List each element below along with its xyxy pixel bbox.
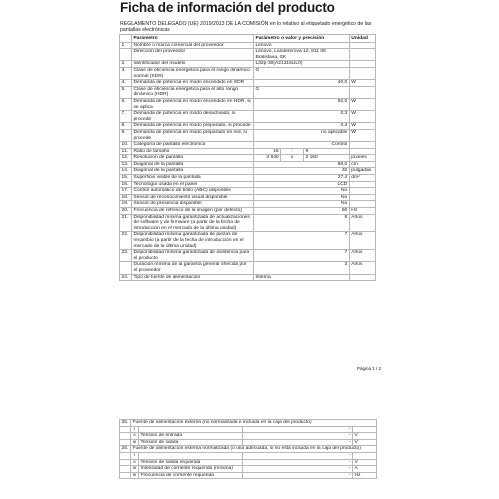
row-unit — [349, 188, 375, 195]
row-unit: Hz — [349, 208, 375, 215]
row-label: Clase de eficiencia energética para el rango dinámico normal (SDR) — [131, 67, 253, 79]
row-unit — [349, 49, 375, 61]
section-label: Fuente de alimentación externa normalizada (o una adecuada, si no está incluida en la caja del producto) — [131, 446, 377, 453]
table-row — [120, 49, 376, 61]
row-label: Demanda de potencia en modo desactivado, si procede — [131, 111, 253, 123]
row-value: 80,0 — [253, 161, 349, 168]
table-row — [120, 86, 376, 98]
row-unit — [349, 148, 375, 155]
row-value: 3 — [253, 262, 349, 274]
row-unit: Años — [349, 214, 375, 232]
row-value-b: 2 160 — [304, 155, 350, 162]
row-value: No — [253, 194, 349, 201]
row-value: - — [243, 466, 353, 473]
row-number: 8. — [120, 123, 132, 130]
row-label — [139, 426, 243, 433]
row-subindex: iv — [131, 472, 139, 479]
table-row — [120, 433, 377, 440]
table-row — [120, 201, 376, 208]
row-unit — [349, 86, 375, 98]
table-row — [120, 142, 376, 149]
row-subindex: i — [131, 426, 139, 433]
row-unit — [349, 42, 375, 49]
table-row — [120, 155, 376, 162]
document-subtitle: REGLAMENTO DELEGADO (UE) 2019/2013 DE LA COMISIÓN en lo relativo al etiquetado energético de las pantallas electrónicas — [120, 21, 372, 33]
row-number: 25. — [120, 420, 131, 427]
table-row — [120, 148, 376, 155]
row-number — [120, 262, 132, 274]
row-unit — [353, 426, 377, 433]
row-label: Tensión de entrada — [139, 433, 243, 440]
row-number — [120, 439, 131, 446]
row-unit: W — [349, 123, 375, 130]
row-value: LCD — [253, 181, 349, 188]
row-value: G — [253, 86, 349, 98]
table-row — [120, 61, 376, 68]
row-value: 8 — [253, 214, 349, 232]
row-value-a: 16 — [253, 148, 280, 155]
row-label — [139, 452, 243, 459]
row-value: 40,0 — [253, 80, 349, 87]
row-value-a: 3 840 — [253, 155, 280, 162]
row-number: 20. — [120, 208, 132, 215]
row-label: Identificador del modelo — [131, 61, 253, 68]
row-number: 24. — [120, 274, 132, 281]
row-value: No — [253, 188, 349, 195]
table-row — [120, 466, 377, 473]
row-value: - — [243, 426, 353, 433]
row-value: - — [243, 459, 353, 466]
header-parameter: Parámetro — [131, 35, 253, 43]
document-title: Ficha de información del producto — [120, 0, 335, 15]
table-row — [120, 111, 376, 123]
row-unit: W — [349, 98, 375, 110]
row-value: L32p-30(A21315UL0) — [253, 61, 349, 68]
row-unit — [353, 452, 377, 459]
row-number: 22. — [120, 232, 132, 250]
row-number: 9. — [120, 129, 132, 141]
row-label: Demanda de potencia en modo encendido en SDR — [131, 80, 253, 87]
row-label: Sensor de reconocimiento visual disponible — [131, 194, 253, 201]
row-label: Nombre o marca comercial del proveedor — [131, 42, 253, 49]
row-unit — [349, 67, 375, 79]
row-value: Interna — [253, 274, 349, 281]
table-row — [120, 98, 376, 110]
table-row — [120, 67, 376, 79]
row-number — [120, 433, 131, 440]
row-value: Lenovo, Landererova 12, 811 09 Bratislava, SK — [253, 49, 349, 61]
row-unit: pulgadas — [349, 168, 375, 175]
row-value: No — [253, 201, 349, 208]
table-row — [120, 42, 376, 49]
row-number: 21. — [120, 214, 132, 232]
product-info-table — [119, 34, 376, 281]
row-label: Disponibilidad mínima garantizada de piezas de recambio (a partir de la fecha de introducción en el mercado de la última unidad) — [131, 232, 253, 250]
row-value: - — [243, 472, 353, 479]
section-label: Fuente de alimentación externa (no normalizada e incluida en la caja del producto) — [131, 420, 377, 427]
row-number: 10. — [120, 142, 132, 149]
table-row — [120, 161, 376, 168]
row-label: Disponibilidad mínima garantizada de asistencia para el producto — [131, 250, 253, 262]
row-number: 11. — [120, 148, 132, 155]
row-number: 23. — [120, 250, 132, 262]
row-label: Tipo de fuente de alimentación — [131, 274, 253, 281]
row-value: - — [243, 433, 353, 440]
row-label: Tensión de salida — [139, 439, 243, 446]
row-label: Resolución de pantalla — [131, 155, 253, 162]
table-row — [120, 232, 376, 250]
row-number: 15. — [120, 175, 132, 182]
power-supply-table — [119, 419, 377, 479]
table-row — [120, 208, 376, 215]
row-unit — [349, 274, 375, 281]
row-unit: W — [349, 80, 375, 87]
table-row — [120, 123, 376, 130]
row-subindex: iii — [131, 466, 139, 473]
row-number — [120, 459, 131, 466]
table-row — [120, 188, 376, 195]
row-label: Superficie visible de la pantalla — [131, 175, 253, 182]
table-row — [120, 274, 376, 281]
row-label: Demanda de potencia en modo preparado, si procede — [131, 123, 253, 130]
header-value: Parámetro o valor y precisión — [253, 35, 349, 43]
row-value: no aplicable — [253, 129, 349, 141]
row-number: 5. — [120, 86, 132, 98]
row-label: Disponibilidad mínima garantizada de actualizaciones de software y de firmware (a partir de la fecha de introducción en el mercado de la última unidad) — [131, 214, 253, 232]
row-label: Frecuencia de refresco de la imagen (por defecto) — [131, 208, 253, 215]
row-label: Sensor de presencia disponible — [131, 201, 253, 208]
table-row — [120, 446, 377, 453]
table-header — [120, 35, 376, 43]
row-number: 14. — [120, 168, 132, 175]
row-unit: Hz — [353, 472, 377, 479]
row-unit — [349, 201, 375, 208]
row-value: 60 — [253, 208, 349, 215]
table-row — [120, 181, 376, 188]
row-number — [120, 49, 132, 61]
row-value-sep: x — [281, 155, 304, 162]
row-unit — [349, 142, 375, 149]
row-number — [120, 472, 131, 479]
table-row — [120, 168, 376, 175]
row-unit: Años — [349, 250, 375, 262]
row-label: Demanda de potencia en modo encendido en HDR, si se aplica — [131, 98, 253, 110]
row-label: Diagonal de la pantalla — [131, 161, 253, 168]
row-label: Clase de eficiencia energética para el alto rango dinámico (HDR) — [131, 86, 253, 98]
row-unit: W — [349, 129, 375, 141]
table-row — [120, 426, 377, 433]
table-row — [120, 420, 377, 427]
table-row — [120, 80, 376, 87]
row-value: G — [253, 67, 349, 79]
row-label: Frecuencia de corriente requerida — [139, 472, 243, 479]
row-unit — [349, 181, 375, 188]
row-value: Lenovo — [253, 42, 349, 49]
row-number — [120, 452, 131, 459]
table-row — [120, 472, 377, 479]
table-row — [120, 129, 376, 141]
row-number: 26. — [120, 446, 131, 453]
row-unit: V — [353, 439, 377, 446]
row-number: 4. — [120, 80, 132, 87]
row-unit — [349, 61, 375, 68]
row-value: 27,4 — [253, 175, 349, 182]
row-number: 12. — [120, 155, 132, 162]
row-label: Categoría de pantalla electrónica — [131, 142, 253, 149]
row-subindex: ii — [131, 459, 139, 466]
row-number: 6. — [120, 98, 132, 110]
row-number: 7. — [120, 111, 132, 123]
row-value: 0,4 — [253, 123, 349, 130]
row-label: Intensidad de corriente requerida (mínima) — [139, 466, 243, 473]
table-row — [120, 194, 376, 201]
row-value: 0,3 — [253, 111, 349, 123]
row-number: 1. — [120, 42, 132, 49]
row-number: 18. — [120, 194, 132, 201]
table-row — [120, 262, 376, 274]
row-value-b: 9 — [304, 148, 350, 155]
row-label: Tecnología usada en el panel — [131, 181, 253, 188]
row-label: Tensión de salida requerida — [139, 459, 243, 466]
row-unit: V — [353, 433, 377, 440]
row-unit: píxeles — [349, 155, 375, 162]
table-row — [120, 459, 377, 466]
row-value-sep: : — [281, 148, 304, 155]
page-number: Página 1 / 2 — [357, 366, 382, 371]
row-label: Diagonal de la pantalla — [131, 168, 253, 175]
row-subindex: iii — [131, 439, 139, 446]
table-row — [120, 452, 377, 459]
row-unit: Años — [349, 262, 375, 274]
row-unit: W — [349, 111, 375, 123]
row-subindex: i — [131, 452, 139, 459]
row-value: 7 — [253, 250, 349, 262]
row-unit: Años — [349, 232, 375, 250]
header-unit: Unidad — [349, 35, 375, 43]
row-number: 17. — [120, 188, 132, 195]
row-label: Duración mínima de la garantía general ofrecida por el proveedor — [131, 262, 253, 274]
row-label: Dirección del proveedor — [131, 49, 253, 61]
row-number: 19. — [120, 201, 132, 208]
row-number — [120, 426, 131, 433]
row-label: Ratio de tamaño — [131, 148, 253, 155]
row-unit: A — [353, 466, 377, 473]
row-label: Control automático de brillo (ABC) disponible — [131, 188, 253, 195]
row-unit: V — [353, 459, 377, 466]
row-value: 62,0 — [253, 98, 349, 110]
table-row — [120, 175, 376, 182]
row-value: - — [243, 452, 353, 459]
table-row — [120, 439, 377, 446]
table-row — [120, 214, 376, 232]
row-subindex: ii — [131, 433, 139, 440]
row-unit: cm — [349, 161, 375, 168]
row-value: 7 — [253, 232, 349, 250]
row-number: 2. — [120, 61, 132, 68]
row-number: 16. — [120, 181, 132, 188]
row-value: Control — [253, 142, 349, 149]
row-number — [120, 466, 131, 473]
row-value: 32 — [253, 168, 349, 175]
table-row — [120, 250, 376, 262]
row-number: 13. — [120, 161, 132, 168]
row-value: - — [243, 439, 353, 446]
row-number: 3. — [120, 67, 132, 79]
row-unit — [349, 194, 375, 201]
row-unit: dm² — [349, 175, 375, 182]
row-label: Demanda de potencia en modo preparado en red, si procede — [131, 129, 253, 141]
